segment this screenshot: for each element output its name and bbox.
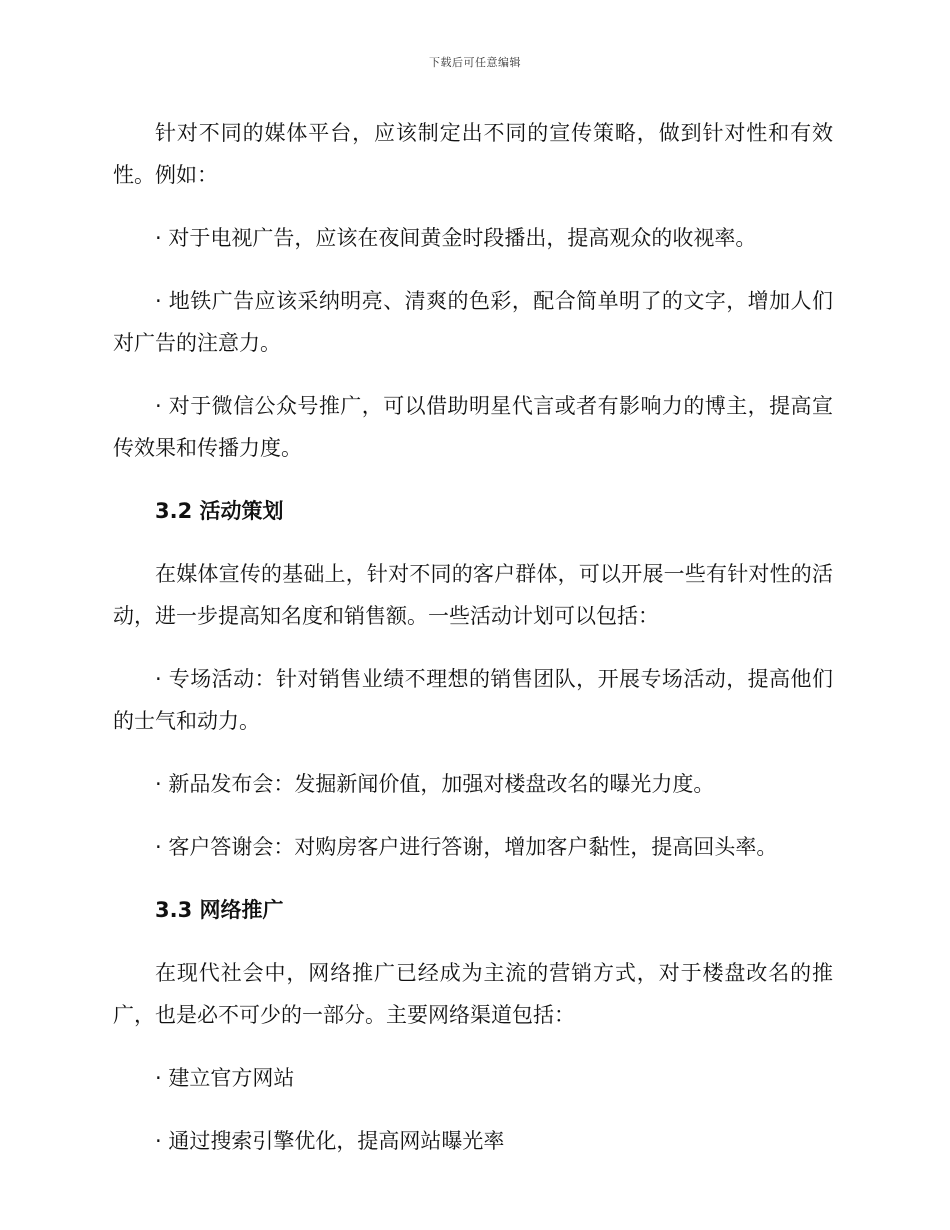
- list-item-subway-ads: · 地铁广告应该采纳明亮、清爽的色彩，配合简单明了的文字，增加人们对广告的注意力。: [113, 289, 833, 355]
- list-item-tv-ads: · 对于电视广告，应该在夜间黄金时段播出，提高观众的收视率。: [155, 226, 757, 250]
- document-body: [113, 112, 833, 1183]
- list-item-special-event: · 专场活动：针对销售业绩不理想的销售团队，开展专场活动，提高他们的士气和动力。: [113, 667, 833, 733]
- list-item-wechat-promo: · 对于微信公众号推广，可以借助明星代言或者有影响力的博主，提高宣传效果和传播力度。: [113, 394, 833, 460]
- intro-paragraph: 针对不同的媒体平台，应该制定出不同的宣传策略，做到针对性和有效性。例如：: [113, 121, 833, 187]
- list-item-customer-appreciation: · 客户答谢会：对购房客户进行答谢，增加客户黏性，提高回头率。: [155, 835, 778, 859]
- list-item-seo: · 通过搜索引擎优化，提高网站曝光率: [155, 1129, 505, 1153]
- section-heading-event-planning: 3.2 活动策划: [155, 499, 284, 523]
- event-planning-paragraph: 在媒体宣传的基础上，针对不同的客户群体，可以开展一些有针对性的活动，进一步提高知名度和销售额。一些活动计划可以包括：: [113, 562, 833, 628]
- online-promotion-paragraph: 在现代社会中，网络推广已经成为主流的营销方式，对于楼盘改名的推广，也是必不可少的一部分。主要网络渠道包括：: [113, 961, 833, 1027]
- page-header-note: 下载后可任意编辑: [429, 56, 521, 69]
- list-item-launch-event: · 新品发布会：发掘新闻价值，加强对楼盘改名的曝光力度。: [155, 772, 715, 796]
- list-item-official-website: · 建立官方网站: [155, 1066, 295, 1090]
- section-heading-online-promotion: 3.3 网络推广: [155, 898, 284, 922]
